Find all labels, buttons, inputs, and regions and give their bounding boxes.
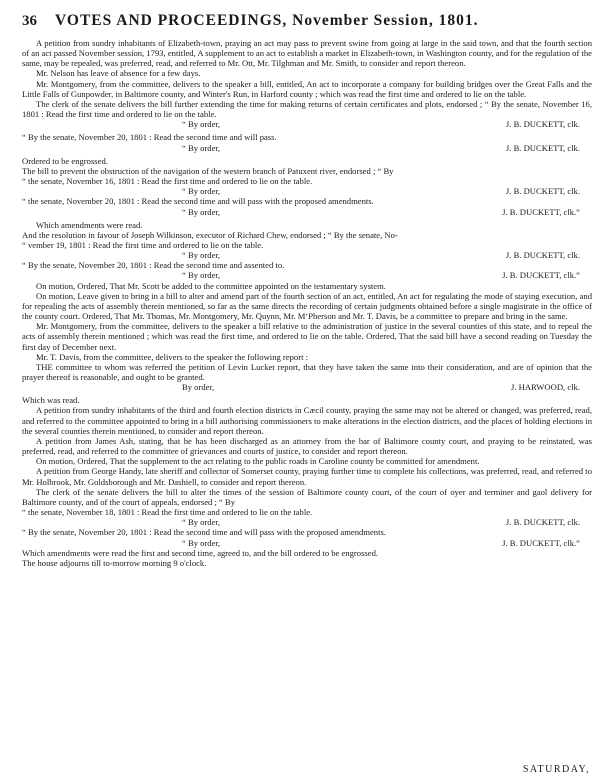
paragraph: On motion, Ordered, That Mr. Scott be added to the committee appointed on the testamentary system. — [36, 280, 386, 291]
clerk-signature: J. B. DUCKETT, clk. — [505, 250, 580, 261]
by-order: “ By order, — [182, 186, 221, 197]
clerk-signature: J. B. DUCKETT, clk.” — [502, 270, 580, 281]
endorsement-text: “ By the senate, November 20, 1801 : Read the second time and assented to. — [22, 260, 285, 271]
paragraph: Mr. T. Davis, from the committee, delivers to the speaker the following report : — [36, 351, 308, 362]
endorsement-line — [22, 270, 592, 280]
page-number: 36 — [22, 13, 37, 29]
clerk-signature: J. B. DUCKETT, clk. — [505, 142, 580, 153]
paragraph: Which amendments were read. — [36, 219, 143, 230]
endorsement-line — [22, 186, 592, 196]
paragraph: A petition from sundry inhabitants of Elizabeth-town, praying an act may pass to prevent swine from going at large in the said town, and that the fourth section of an act passed November session, 1793, entitled, A supplement to an act to establish a market in Elizabeth-town, in Washington county, and for the regulation of the same, may be repealed, was preferred, read, and referred to Mr. Ott, Mr. Tilghman and Mr. Smith, to consider and report thereon. — [22, 38, 592, 69]
by-order: By order, — [182, 382, 215, 393]
paragraph: The clerk of the senate delivers the bill to alter the times of the session of Baltimore county court, of the court of oyer and terminer and gaol delivery for Baltimore county, and of the court of appeals, endorsed ; “ By — [22, 486, 592, 507]
endorsement-line — [22, 382, 592, 392]
adjournment-line: The house adjourns till to-morrow morning 9 o'clock. — [22, 557, 207, 568]
page-header — [22, 12, 592, 30]
clerk-signature: J. B. DUCKETT, clk. — [505, 186, 580, 197]
endorsement-line — [22, 250, 592, 260]
endorsement-text: “ the senate, November 16, 1801 : Read the first time and ordered to lie on the table. — [22, 176, 313, 187]
running-title: VOTES AND PROCEEDINGS, November Session, 1801. — [55, 12, 479, 29]
endorsement-line — [22, 207, 592, 217]
paragraph: On motion, Leave given to bring in a bill to alter and amend part of the fourth section of an act, entitled, An act for regulating the mode of staying execution, and for repealing the acts of assembly therein mentioned, so far as the same directs the recording of certain judgments obtained before a single magistrate in the office of the county court. Ordered, That Mr. Thomas, Mr. Montgomery, Mr. Quynn, Mr. M‘Pherson and Mr. T. Davis, be a committee to prepare and bring in the same. — [22, 290, 592, 322]
paragraph: The clerk of the senate delivers the bill further extending the time for making returns of certain certificates and plots, endorsed ; “ By the senate, November 16, 1801 : Read the first time and ordered to lie on the table. — [22, 98, 592, 120]
endorsement-line — [22, 119, 592, 129]
paragraph: A petition from George Handy, late sheriff and collector of Somerset county, praying further time to complete his collections, was preferred, read, and referred to Mr. Holbrook, Mr. Goldsborough and Mr. Dashiell, to consider and report thereon. — [22, 466, 592, 487]
body-text — [22, 38, 592, 568]
endorsement-line — [22, 143, 592, 153]
by-order: “ By order, — [182, 206, 221, 217]
by-order: “ By order, — [182, 119, 221, 130]
paragraph: Mr. Montgomery, from the committee, delivers to the speaker a bill relative to the administration of justice in the several counties of this state, and to repeal the acts of assembly therein mentioned ; which was read the first time, and ordered to lie on the table. Ordered, That the said bill have a second reading on Tuesday the first day of December next. — [22, 321, 592, 352]
paragraph: A petition from James Ash, stating, that he has been discharged as an attorney from the bar of Baltimore county court, and praying to be reinstated, was preferred, read, and referred to the committee of grievances and courts of justice, to consider and report thereon. — [22, 435, 592, 457]
endorsement-text: “ the senate, November 20, 1801 : Read the second time and will pass with the proposed amendments. — [22, 196, 374, 207]
endorsement-text: “ the senate, November 18, 1801 : Read the first time and ordered to lie on the table. — [22, 507, 313, 518]
paragraph: A petition from sundry inhabitants of the third and fourth election districts in Cæcil county, praying the same may not be altered or changed, was preferred, read, and referred to the committee appointed to bring in a bill authorising commissioners to make alterations in the election districts, and the places of holding elections in the several counties therein mentioned, to consider and report thereon. — [22, 405, 592, 436]
paragraph: Mr. Nelson has leave of absence for a few days. — [36, 68, 201, 79]
report-text: THE committee to whom was referred the petition of Levin Lucket report, that they have taken the same into their consideration, and are of opinion that the prayer thereof is reasonable, and ought to be granted. — [22, 361, 592, 382]
clerk-signature: J. B. DUCKETT, clk.” — [502, 537, 580, 548]
endorsement-text: “ vember 19, 1801 : Read the first time and ordered to lie on the table. — [22, 239, 264, 250]
by-order: “ By order, — [182, 537, 221, 548]
by-order: “ By order, — [182, 517, 221, 528]
endorsement-line — [22, 517, 592, 527]
paragraph: Which was read. — [22, 395, 80, 406]
clerk-signature: J. B. DUCKETT, clk. — [505, 119, 580, 130]
clerk-signature: J. B. DUCKETT, clk.” — [502, 206, 580, 217]
paragraph: The bill to prevent the obstruction of the navigation of the western branch of Patuxent river, endorsed ; “ By — [22, 165, 394, 176]
clerk-signature: J. B. DUCKETT, clk. — [505, 517, 580, 528]
endorsement-text: “ By the senate, November 20, 1801 : Read the second time and will pass. — [22, 132, 277, 143]
catchword: SATURDAY, — [522, 764, 590, 775]
clerk-signature: J. HARWOOD, clk. — [511, 382, 580, 393]
by-order: “ By order, — [182, 250, 221, 261]
paragraph: Which amendments were read the first and second time, agreed to, and the bill ordered to be engrossed. — [22, 547, 379, 558]
endorsement-line — [22, 538, 592, 548]
endorsement-text: “ By the senate, November 20, 1801 : Read the second time and will pass with the proposed amendments. — [22, 527, 386, 538]
by-order: “ By order, — [182, 270, 221, 281]
by-order: “ By order, — [182, 142, 221, 153]
paragraph: Mr. Montgomery, from the committee, delivers to the speaker a bill, entitled, An act to incorporate a company for building bridges over the Great Falls and the Little Falls of Gunpowder, in Baltimore county, and Winter's Run, in Harford county ; which was read the first time and ordered to lie on the table. — [22, 78, 592, 99]
paragraph: On motion, Ordered, That the supplement to the act relating to the public roads in Caroline county be committed for amendment. — [36, 456, 480, 467]
paragraph: Ordered to be engrossed. — [22, 155, 108, 166]
paragraph: And the resolution in favour of Joseph Wilkinson, executor of Richard Chew, endorsed ; “ By the senate, No- — [22, 229, 398, 240]
